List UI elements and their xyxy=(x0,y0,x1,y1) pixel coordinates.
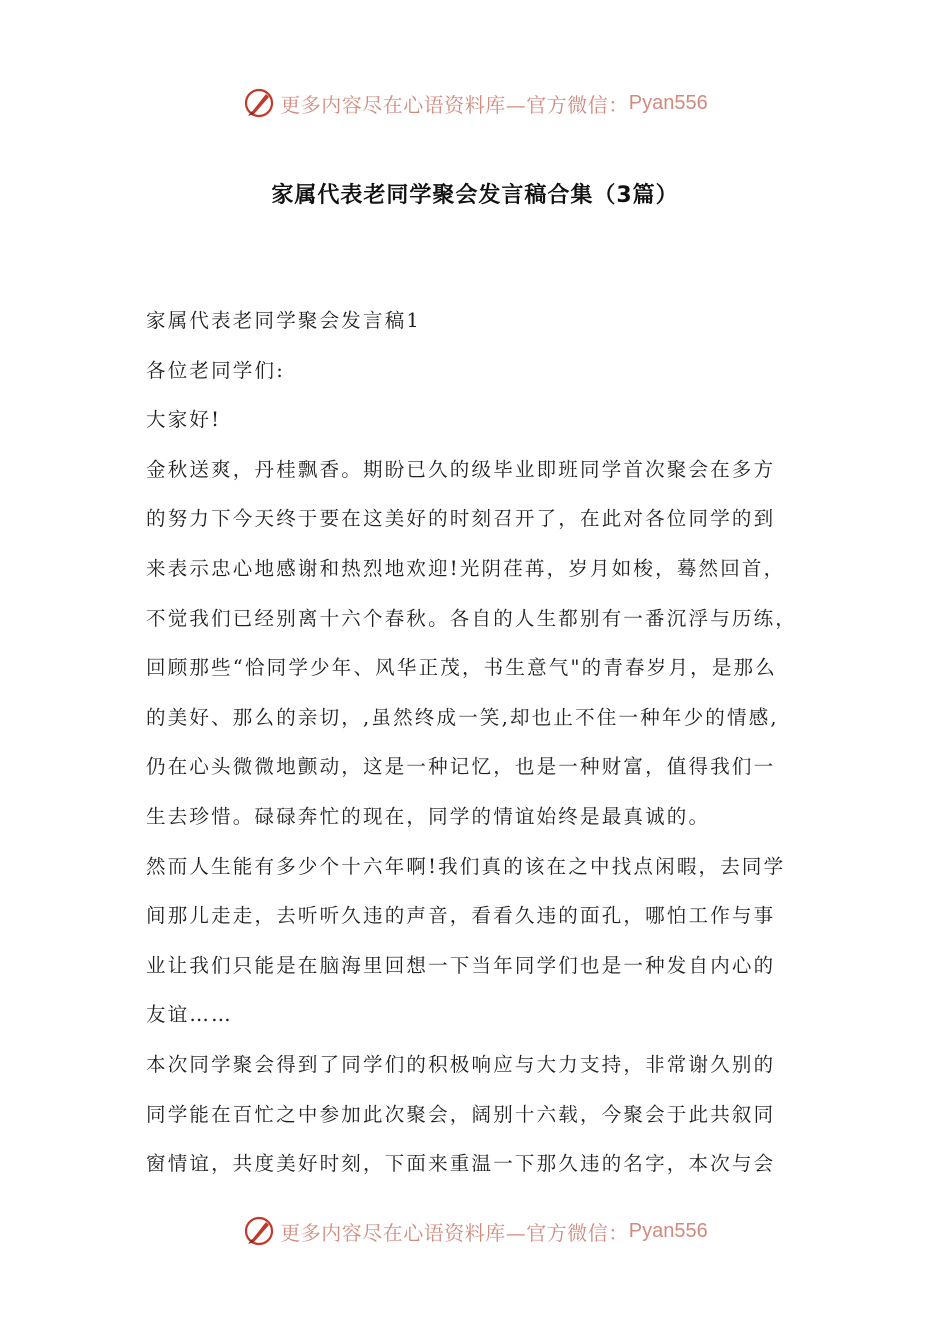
body-line: 业让我们只能是在脑海里回想一下当年同学们也是一种发自内心的 xyxy=(146,953,776,977)
body-line: 本次同学聚会得到了同学们的积极响应与大力支持，非常谢久别的 xyxy=(146,1052,776,1076)
body-line: 仍在心头微微地颤动，这是一种记忆，也是一种财富，值得我们一 xyxy=(146,755,776,779)
body-line: 窗情谊，共度美好时刻，下面来重温一下那久违的名字，本次与会 xyxy=(146,1152,776,1176)
document-title: 家属代表老同学聚会发言稿合集（3篇） xyxy=(271,183,679,208)
body-line: 金秋送爽，丹桂飘香。期盼已久的级毕业即班同学首次聚会在多方 xyxy=(146,457,776,481)
body-line: 然而人生能有多少个十六年啊!我们真的该在之中找点闲暇，去同学 xyxy=(146,854,786,878)
body-line: 回顾那些“恰同学少年、风华正茂，书生意气"的青春岁月，是那么 xyxy=(146,656,777,680)
body-line: 的努力下今天终于要在这美好的时刻召开了，在此对各位同学的到 xyxy=(146,507,776,531)
body-line: 大家好! xyxy=(146,408,222,432)
watermark-wechat-id: Pyan556 xyxy=(628,91,708,114)
watermark-text: 更多内容尽在心语资料库—官方微信： xyxy=(280,92,629,117)
body-line: 来表示忠心地感谢和热烈地欢迎!光阴荏苒，岁月如梭，蓦然回首， xyxy=(146,556,786,580)
body-line: 家属代表老同学聚会发言稿1 xyxy=(146,309,422,332)
body-line: 各位老同学们: xyxy=(146,358,285,382)
pen-nib-logo-icon xyxy=(242,1214,276,1248)
pen-nib-logo-icon xyxy=(242,86,276,120)
body-line: 同学能在百忙之中参加此次聚会，阔别十六载，今聚会于此共叙同 xyxy=(146,1102,776,1126)
body-line: 不觉我们已经别离十六个春秋。各自的人生都别有一番沉浮与历练， xyxy=(146,606,798,630)
document-body xyxy=(146,296,810,1189)
body-line: 生去珍惜。碌碌奔忙的现在，同学的情谊始终是最真诚的。 xyxy=(146,804,711,828)
body-line: 友谊…… xyxy=(146,1003,233,1027)
watermark-wechat-id: Pyan556 xyxy=(628,1219,708,1242)
footer-watermark-banner xyxy=(0,1206,950,1256)
header-watermark-banner xyxy=(0,78,950,128)
body-line: 的美好、那么的亲切，,虽然终成一笑,却也止不住一种年少的情感, xyxy=(146,705,779,729)
body-line: 间那儿走走，去听听久违的声音，看看久违的面孔，哪怕工作与事 xyxy=(146,904,776,928)
watermark-text: 更多内容尽在心语资料库—官方微信： xyxy=(280,1220,629,1245)
